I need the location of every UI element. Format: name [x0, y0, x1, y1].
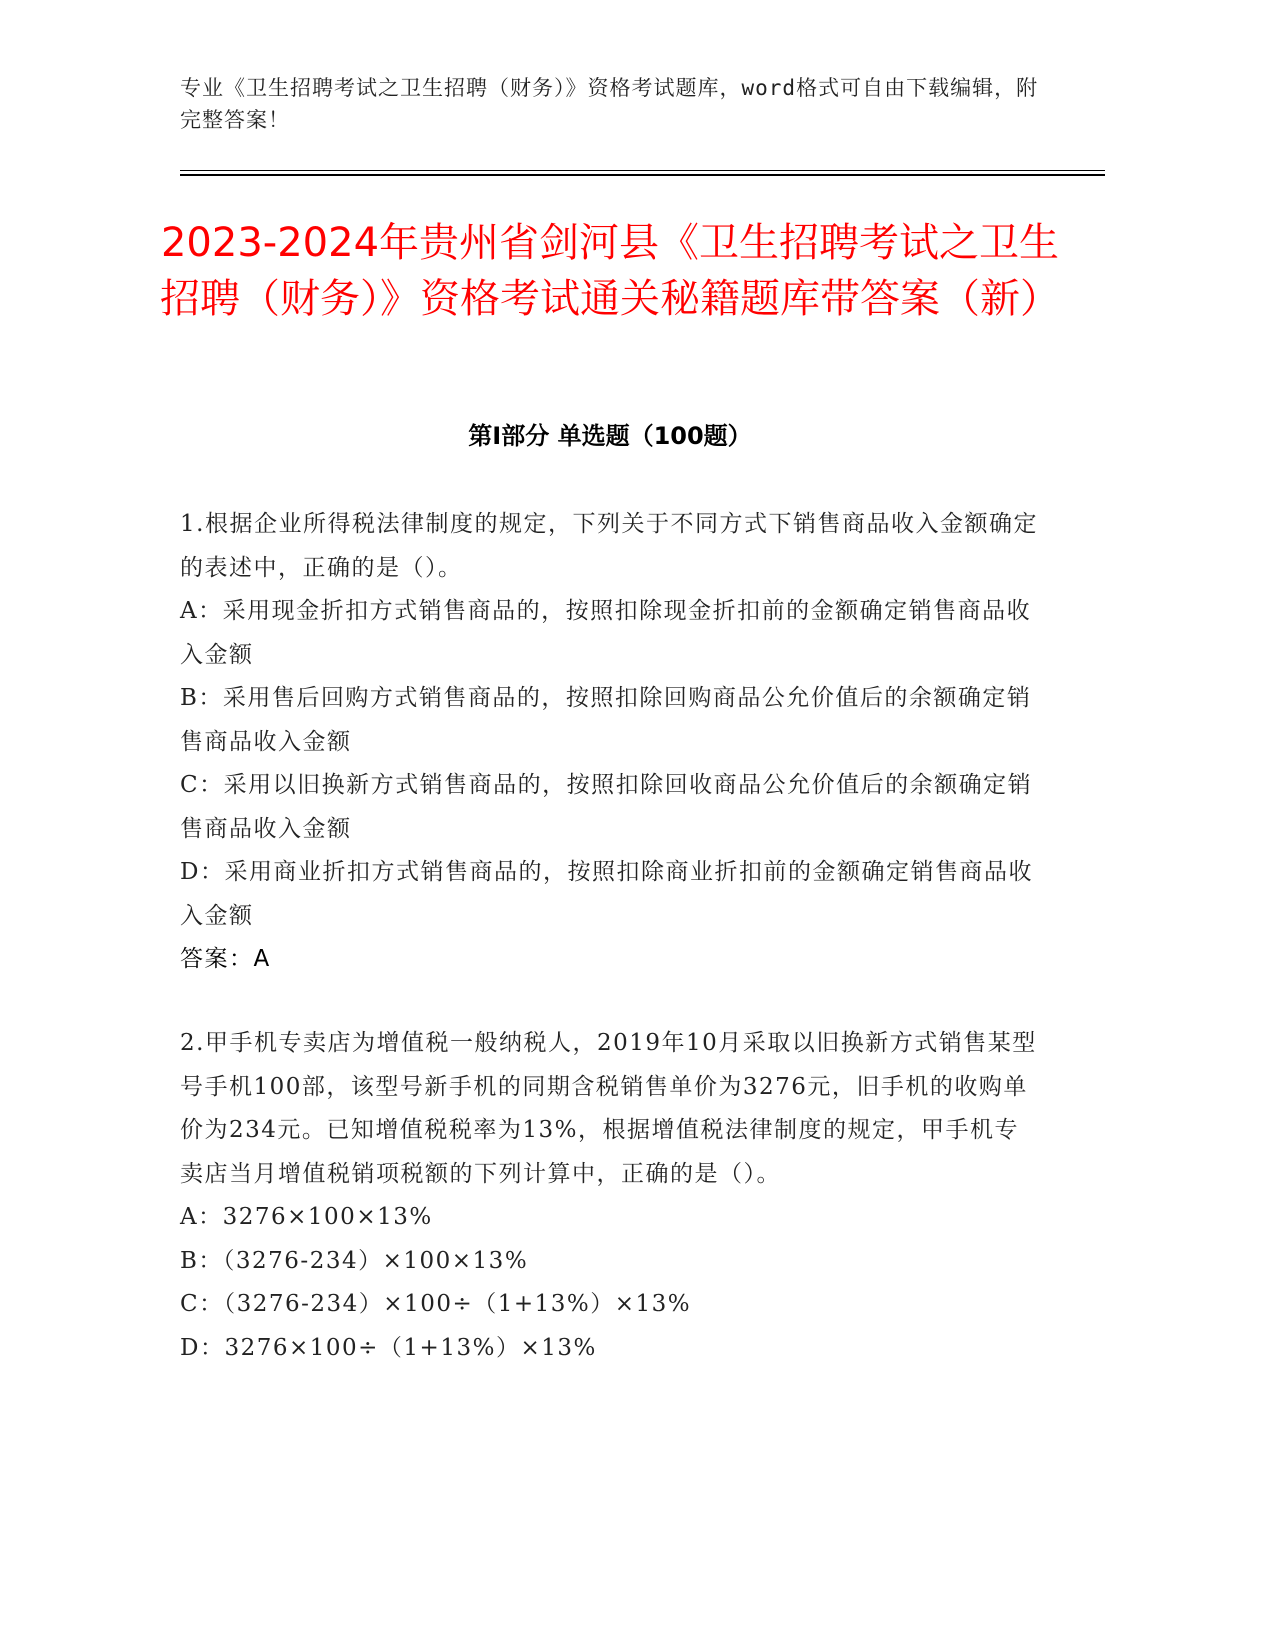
question-stem: 2.甲手机专卖店为增值税一般纳税人，2019年10月采取以旧换新方式销售某型号手机100部，该型号新手机的同期含税销售单价为3276元，旧手机的收购单价为234元。已知增值税税率为13%，根据增值税法律制度的规定，甲手机专卖店当月增值税销项税额的下列计算中，正确的是（）。 [180, 1030, 1037, 1187]
option-b: B：（3276-234）×100×13% [180, 1247, 529, 1274]
option-c: C：（3276-234）×100÷（1+13%）×13% [180, 1291, 692, 1317]
header-note: 专业《卫生招聘考试之卫生招聘（财务）》资格考试题库，word格式可自由下载编辑，附完整答案！ [180, 76, 1039, 132]
answer-label: 答案：A [180, 946, 271, 972]
section-title: 第I部分 单选题（100题） [468, 422, 752, 450]
option-c: C：采用以旧换新方式销售商品的，按照扣除回收商品公允价值后的余额确定销售商品收入金额 [180, 772, 1033, 842]
option-d: D：采用商业折扣方式销售商品的，按照扣除商业折扣前的金额确定销售商品收入金额 [180, 859, 1033, 929]
question-1 [180, 503, 1040, 982]
document-title: 2023-2024年贵州省剑河县《卫生招聘考试之卫生招聘（财务）》资格考试通关秘籍题库带答案（新） [160, 220, 1060, 322]
option-a: A：采用现金折扣方式销售商品的，按照扣除现金折扣前的金额确定销售商品收入金额 [180, 598, 1032, 668]
option-d: D：3276×100÷（1+13%）×13% [180, 1334, 597, 1361]
question-2 [180, 1022, 1040, 1370]
header-divider-thick [180, 174, 1105, 176]
header-divider-thin [180, 170, 1105, 171]
option-a: A：3276×100×13% [180, 1204, 433, 1230]
option-b: B：采用售后回购方式销售商品的，按照扣除回购商品公允价值后的余额确定销售商品收入金额 [180, 685, 1032, 755]
question-stem: 1.根据企业所得税法律制度的规定，下列关于不同方式下销售商品收入金额确定的表述中，正确的是（）。 [180, 511, 1038, 581]
